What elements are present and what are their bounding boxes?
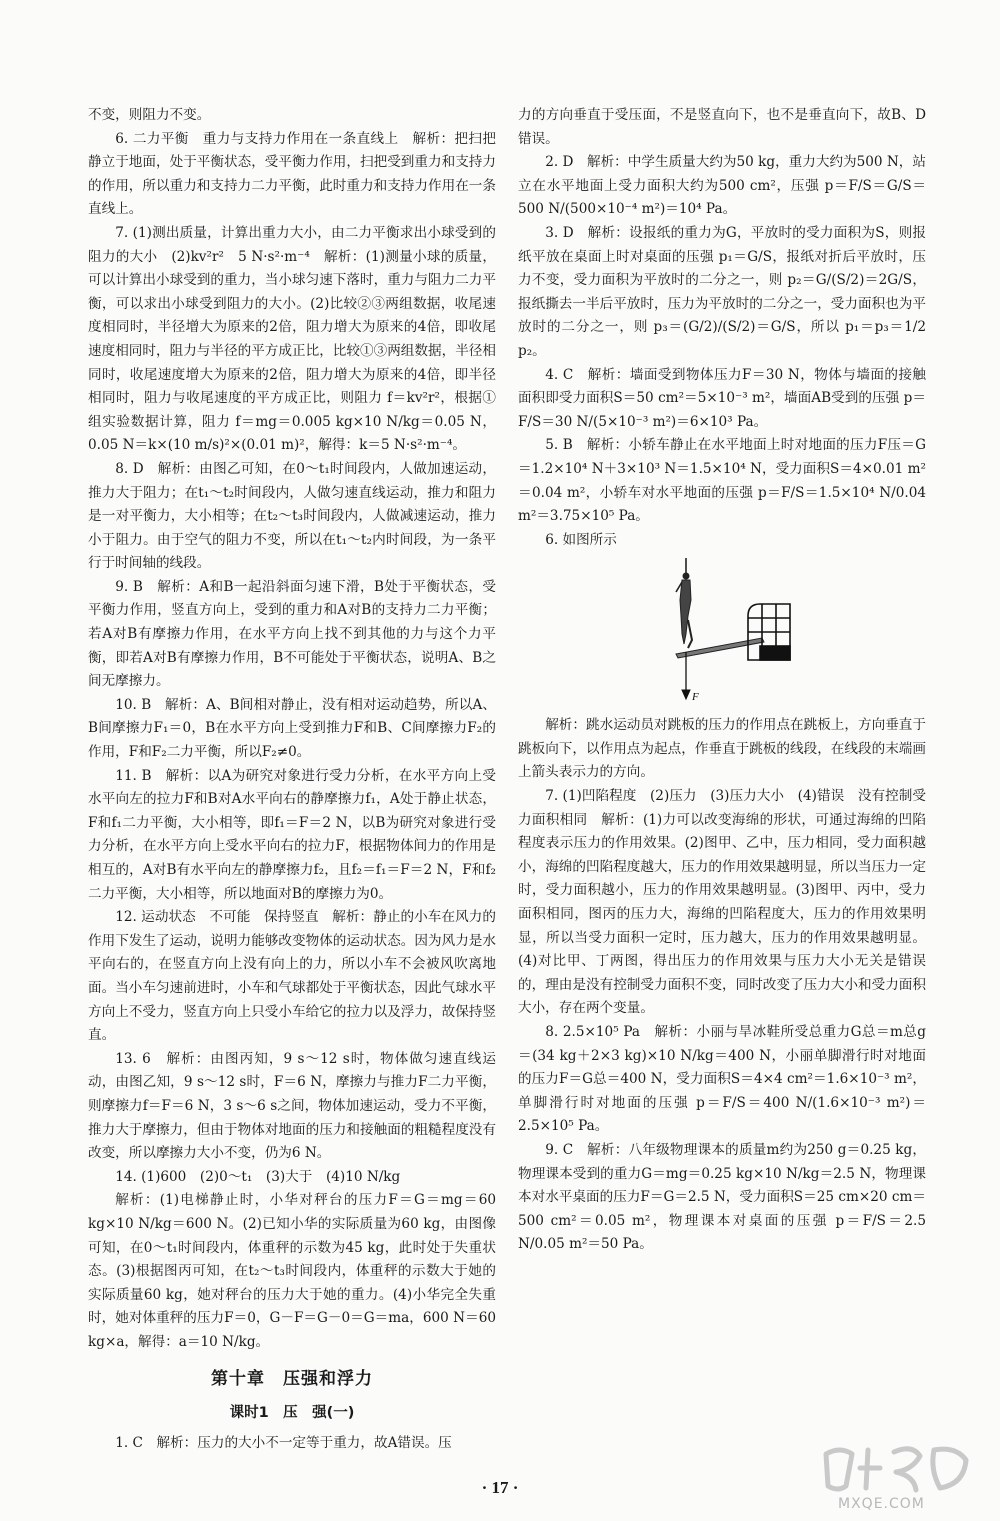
answer-1: 1. C 解析：压力的大小不一定等于重力，故A错误。压 — [115, 1434, 452, 1451]
page-number: · 17 · — [481, 1478, 519, 1497]
answer-7: 7. (1)测出质量，计算出重力大小，由二力平衡求出小球受到的阻力的大小 (2)kv²r² 5 N·s²·m⁻⁴ 解析：(1)测量小球的质量，可以计算出小球受到的重力，当小球匀速下落时，重力与阻力二力平衡，可以求出小球受到阻力的大小。(2)比较②③两组数据，收尾速度相同时，半径增大为原来的2倍，阻力增大为原来的4倍，即收尾速度相同时，阻力与半径的平方成正比，比较①③两组数据，半径相同时，收尾速度增大为原来的2倍，阻力增大为原来的4倍，即半径相同时，阻力与收尾速度的平方成正比，则阻力 f＝kv²r²，根据①组实验数据计算，阻力 f＝mg＝0.005 kg×10 N/kg＝0.05 N，0.05 N＝k×(10 m/s)²×(0.01 m)²，解得：k＝5 N·s²·m⁻⁴。 — [88, 224, 496, 454]
answer-12: 12. 运动状态 不可能 保持竖直 解析：静止的小车在风力的作用下发生了运动，说明力能够改变物体的运动状态。因为风力是水平向右的，在竖直方向上没有向上的力，所以小车不会被风吹离地面。当小车匀速前进时，小车和气球都处于平衡状态，因此气球水平方向上不受力，竖直方向上只受小车给它的拉力以及浮力，故保持竖直。 — [88, 909, 496, 1044]
answer-11: 11. B 解析：以A为研究对象进行受力分析，在水平方向上受水平向左的拉力F和B对A水平向右的静摩擦力f₁，A处于静止状态，F和f₁二力平衡，大小相等，即f₁＝F＝2 N，以B为研究对象进行受力分析，在水平方向上受水平向右的拉力F，根据物体间力的作用是相互的，A对B有水平向左的静摩擦力f₂，且f₂＝f₁＝F＝2 N，F和f₂二力平衡，大小相等，所以地面对B的摩擦力为0。 — [88, 767, 496, 902]
answer-6: 6. 二力平衡 重力与支持力作用在一条直线上 解析：把扫把静立于地面，处于平衡状态，受平衡力作用，扫把受到重力和支持力的作用，所以重力和支持力二力平衡，此时重力和支持力作用在一条直线上。 — [88, 130, 496, 218]
answer-1-continued: 力的方向垂直于受压面，不是竖直向下，也不是垂直向下，故B、D错误。 — [518, 107, 926, 147]
chapter-title: 第十章 压强和浮力 — [211, 1369, 373, 1390]
answer-10: 10. B 解析：A、B间相对静止，没有相对运动趋势，所以A、B间摩擦力F₁＝0，B在水平方向上受到推力F和B、C间摩擦力F₂的作用，F和F₂二力平衡，所以F₂≠0。 — [88, 696, 496, 761]
answer-7: 7. (1)凹陷程度 (2)压力 (3)压力大小 (4)错误 没有控制受力面积相同 解析：(1)力可以改变海绵的形状，可通过海绵的凹陷程度表示压力的作用效果。(2)图甲、乙中，压力相同，受力面积越小，海绵的凹陷程度越大，压力的作用效果越明显，所以当压力一定时，受力面积越小，压力的作用效果越明显。(3)图甲、丙中，受力面积相同，图丙的压力大，海绵的凹陷程度大，压力的作用效果明显，所以当受力面积一定时，压力越大，压力的作用效果越明显。(4)对比甲、丁两图，得出压力的作用效果与压力大小无关是错误的，理由是没有控制受力面积不变，同时改变了压力大小和受力面积大小，存在两个变量。 — [518, 788, 926, 1017]
answer-4: 4. C 解析：墙面受到物体压力F＝30 N，物体与墙面的接触面积即受力面积S＝50 cm²＝5×10⁻³ m²，墙面AB受到的压强 p＝F/S＝30 N/(5×10⁻³ m²)＝6×10³ Pa。 — [518, 366, 926, 430]
answer-6-analysis: 解析：跳水运动员对跳板的压力的作用点在跳板上，方向垂直于跳板向下，以作用点为起点，作垂直于跳板的线段，在线段的末端画上箭头表示力的方向。 — [518, 717, 926, 781]
answer-14: 14. (1)600 (2)0～t₁ (3)大于 (4)10 N/kg — [115, 1168, 401, 1185]
answer-14-analysis: 解析：(1)电梯静止时，小华对秤台的压力F＝G＝mg＝60 kg×10 N/kg＝600 N。(2)已知小华的实际质量为60 kg，由图像可知，在0～t₁时间段内，体重秤的示数为45 kg，此时处于失重状态。(3)根据图丙可知，在t₂～t₃时间段内，体重秤的示数大于她的实际质量60 kg，她对秤台的压力大于她的重力。(4)小华完全失重时，她对体重秤的压力F＝0，G－F＝G－0＝G＝ma，600 N＝60 kg×a，解得：a＝10 N/kg。 — [88, 1192, 496, 1350]
answer-8: 8. D 解析：由图乙可知，在0～t₁时间段内，人做加速运动，推力大于阻力；在t₁～t₂时间段内，人做匀速直线运动，推力和阻力是一对平衡力，大小相等；在t₂～t₃时间段内，人做减速运动，推力小于阻力。由于空气的阻力不变，所以在t₁～t₂内时间段，为一条平行于时间轴的线段。 — [88, 460, 496, 572]
answer-2: 2. D 解析：中学生质量大约为50 kg，重力大约为500 N，站立在水平地面上受力面积大约为500 cm²，压强 p＝F/S＝G/S＝500 N/(500×10⁻⁴ m²)＝10⁴ Pa。 — [518, 154, 926, 218]
diving-board — [676, 638, 764, 658]
lesson-title: 课时1 压 强(一) — [229, 1405, 355, 1422]
answer-5: 5. B 解析：小轿车静止在水平地面上时对地面的压力F压＝G＝1.2×10⁴ N＋3×10³ N＝1.5×10⁴ N，受力面积S＝4×0.01 m²＝0.04 m²，小轿车对水平地面的压强 p＝F/S＝1.5×10⁴ N/0.04 m²＝3.75×10⁵ Pa。 — [518, 437, 926, 525]
answer-3: 3. D 解析：设报纸的重力为G，平放时的受力面积为S，则报纸平放在桌面上时对桌面的压强 p₁＝G/S，报纸对折后平放时，压力不变，受力面积为平放时的二分之一，则 p₂＝G/(S/2)＝2G/S，报纸撕去一半后平放时，压力为平放时的二分之一，受力面积也为平放时的二分之一，则 p₃＝(G/2)/(S/2)＝G/S，所以 p₁＝p₃＝1/2 p₂。 — [518, 224, 926, 359]
answer-9: 9. B 解析：A和B一起沿斜面匀速下滑，B处于平衡状态，受平衡力作用，竖直方向上，受到的重力和A对B的支持力二力平衡；若A对B有摩擦力作用，在水平方向上找不到其他的力与这个力平衡，即若A对B有摩擦力作用，B不可能处于平衡状态，说明A、B之间无摩擦力。 — [88, 578, 496, 690]
right-column — [518, 104, 926, 1257]
answer-8: 8. 2.5×10⁵ Pa 解析：小丽与旱冰鞋所受总重力G总＝m总g＝(34 kg＋2×3 kg)×10 N/kg＝400 N，小丽单脚滑行时对地面的压力F＝G总＝400 N，受力面积S＝4×4 cm²＝1.6×10⁻³ m²，单脚滑行时对地面的压强 p＝F/S＝400 N/(1.6×10⁻³ m²)＝2.5×10⁵ Pa。 — [518, 1024, 926, 1135]
platform-tower — [748, 604, 790, 660]
answer-13: 13. 6 解析：由图丙知，9 s～12 s时，物体做匀速直线运动，由图乙知，9 s～12 s时，F＝6 N，摩擦力与推力F二力平衡，则摩擦力f＝F＝6 N，3 s～6 s之间，物体加速运动，受力不平衡，推力大于摩擦力，但由于物体对地面的压力和接触面的粗糙程度没有改变，所以摩擦力大小不变，仍为6 N。 — [88, 1050, 496, 1162]
answer-6: 6. 如图所示 — [545, 531, 617, 548]
force-label: F — [692, 691, 699, 704]
diving-board-figure — [642, 556, 802, 706]
answer-text: 不变，则阻力不变。 — [88, 107, 211, 123]
watermark-url: MXQE.COM — [838, 1496, 925, 1512]
answer-9: 9. C 解析：八年级物理课本的质量m约为250 g＝0.25 kg，物理课本受到的重力G＝mg＝0.25 kg×10 N/kg＝2.5 N，物理课本对水平桌面的压力F＝G＝2.5 N，受力面积S＝25 cm×20 cm＝500 cm²＝0.05 m²，物理课本对桌面的压强 p＝F/S＝2.5 N/0.05 m²＝50 Pa。 — [518, 1141, 926, 1253]
diver-illustration — [676, 558, 692, 648]
force-arrow — [682, 652, 690, 699]
left-column — [88, 104, 496, 1455]
